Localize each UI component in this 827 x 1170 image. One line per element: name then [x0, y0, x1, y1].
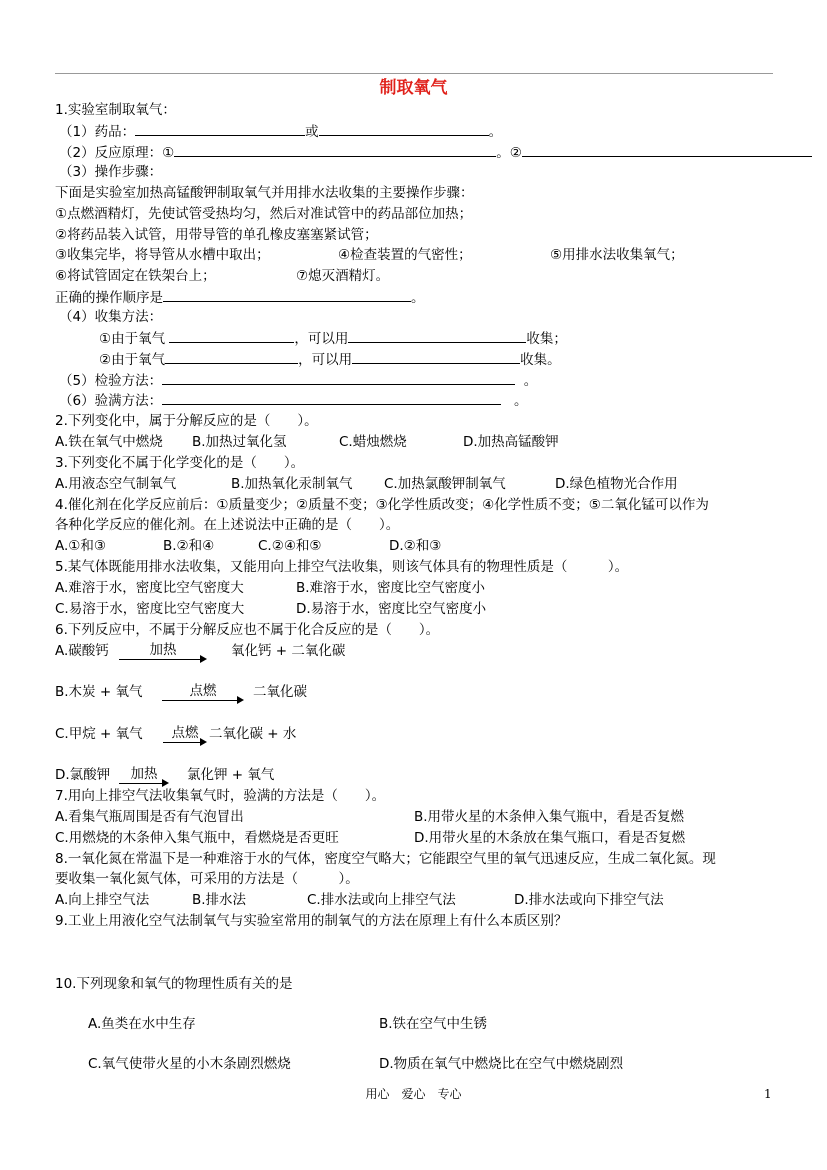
q8-stem-line-1: 8.一氧化氮在常温下是一种难溶于水的气体，密度空气略大；它能跟空气里的氧气迅速反应，生成二氧化氮。现	[55, 851, 716, 867]
q6-option-b-left[interactable]: B.木炭 + 氧气	[55, 684, 143, 700]
q7-option-c[interactable]: C.用燃烧的木条伸入集气瓶中，看燃烧是否更旺	[55, 830, 339, 846]
answer-blank[interactable]	[165, 350, 298, 364]
reaction-arrow	[119, 766, 169, 788]
q8-option-a[interactable]: A.向上排空气法	[55, 892, 150, 908]
arrow-head-icon	[200, 655, 207, 663]
reaction-condition: 加热	[149, 642, 177, 658]
collect-label: （4）收集方法：	[59, 309, 163, 325]
q1-steps-label: （3）操作步骤：	[59, 164, 163, 180]
q4-stem-line-1: 4.催化剂在化学反应前后：①质量变少；②质量不变；③化学性质改变；④化学性质不变；⑤二氧化锰可以作为	[55, 497, 709, 513]
reaction-condition: 点燃	[171, 725, 199, 741]
step-7: ⑦熄灭酒精灯。	[296, 268, 390, 284]
q8-option-d[interactable]: D.排水法或向下排空气法	[514, 892, 664, 908]
q7-option-d[interactable]: D.用带火星的木条放在集气瓶口，看是否复燃	[414, 830, 686, 846]
collect-2-label: ②由于氧气	[99, 352, 166, 368]
test-method-label: （5）检验方法：	[59, 373, 163, 389]
arrow-line	[163, 742, 201, 743]
collect-line-2	[99, 350, 561, 369]
q2-option-a[interactable]: A.铁在氧气中燃烧	[55, 434, 163, 450]
answer-blank[interactable]	[169, 329, 294, 343]
answer-blank[interactable]	[352, 350, 520, 364]
q3-option-d[interactable]: D.绿色植物光合作用	[555, 476, 678, 492]
reaction-arrow	[119, 642, 207, 664]
q4-option-d[interactable]: D.②和③	[389, 538, 442, 554]
q5-option-d[interactable]: D.易溶于水，密度比空气密度小	[296, 601, 487, 617]
q5-option-a[interactable]: A.难溶于水，密度比空气密度大	[55, 580, 244, 596]
q10-option-c[interactable]: C.氧气使带火星的小木条剧烈燃烧	[88, 1056, 291, 1072]
reaction-arrow	[162, 683, 244, 705]
step-1: ①点燃酒精灯，先使试管受热均匀，然后对准试管中的药品部位加热；	[55, 206, 473, 222]
period-text: 。	[513, 393, 528, 409]
header-rule	[55, 73, 773, 74]
q2-option-b[interactable]: B.加热过氧化氢	[192, 434, 287, 450]
q10-option-b[interactable]: B.铁在空气中生锈	[379, 1016, 488, 1032]
collect-2-mid: ，可以用	[298, 352, 353, 368]
q8-stem-line-2: 要收集一氧化氮气体，可采用的方法是（ ）。	[55, 871, 359, 887]
arrow-head-icon	[237, 696, 244, 704]
q7-option-b[interactable]: B.用带火星的木条伸入集气瓶中，看是否复燃	[414, 809, 685, 825]
collect-1-end: 收集；	[526, 331, 567, 347]
q10-stem: 10.下列现象和氧气的物理性质有关的是	[55, 976, 293, 992]
step-2: ②将药品装入试管，用带导管的单孔橡皮塞塞紧试管；	[55, 227, 378, 243]
period-text: 。	[488, 124, 503, 140]
reaction-condition: 加热	[130, 766, 158, 782]
full-method-line	[59, 391, 527, 410]
arrow-head-icon	[200, 738, 207, 746]
collect-1-label: ①由于氧气	[99, 331, 166, 347]
collect-line-1	[99, 329, 567, 348]
collect-2-end: 收集。	[520, 352, 561, 368]
arrow-line	[162, 700, 238, 701]
order-label: 正确的操作顺序是	[55, 290, 163, 306]
q1-principle-label: （2）反应原理：①	[59, 145, 175, 161]
step-4: ④检查装置的气密性；	[338, 247, 472, 263]
q3-option-b[interactable]: B.加热氧化汞制氧气	[231, 476, 353, 492]
q2-option-d[interactable]: D.加热高锰酸钾	[463, 434, 559, 450]
q6-option-d-right: 氯化钾 + 氧气	[187, 767, 275, 783]
answer-blank[interactable]	[162, 391, 501, 405]
answer-blank[interactable]	[522, 143, 812, 157]
q1-heading: 1.实验室制取氧气：	[55, 102, 176, 118]
answer-blank[interactable]	[135, 122, 305, 136]
answer-blank[interactable]	[162, 371, 515, 385]
q4-stem-line-2: 各种化学反应的催化剂。在上述说法中正确的是（ ）。	[55, 517, 400, 533]
step-5: ⑤用排水法收集氧气；	[550, 247, 684, 263]
or-text: 或	[305, 124, 319, 140]
q8-option-c[interactable]: C.排水法或向上排空气法	[307, 892, 456, 908]
q4-option-c[interactable]: C.②④和⑤	[258, 538, 322, 554]
q6-option-c-left[interactable]: C.甲烷 + 氧气	[55, 726, 143, 742]
test-method-line	[59, 371, 537, 390]
q3-option-c[interactable]: C.加热氯酸钾制氧气	[384, 476, 506, 492]
reaction-arrow	[163, 725, 207, 747]
q6-stem: 6.下列反应中，不属于分解反应也不属于化合反应的是（ ）。	[55, 622, 440, 638]
q8-option-b[interactable]: B.排水法	[192, 892, 247, 908]
period-text: 。	[523, 373, 538, 389]
step-6: ⑥将试管固定在铁架台上；	[55, 268, 216, 284]
q7-stem: 7.用向上排空气法收集氧气时，验满的方法是（ ）。	[55, 788, 386, 804]
q1-drugs-line	[59, 122, 502, 141]
arrow-head-icon	[162, 779, 169, 787]
q5-stem: 5.某气体既能用排水法收集，又能用向上排空气法收集，则该气体具有的物理性质是（ ）。	[55, 559, 629, 575]
q1-principle-line	[59, 143, 812, 162]
q6-option-d-left[interactable]: D.氯酸钾	[55, 767, 111, 783]
q1-drugs-label: （1）药品：	[59, 124, 136, 140]
page-footer: 用心 爱心 专心	[365, 1087, 462, 1101]
arrow-line	[119, 783, 163, 784]
q2-stem: 2.下列变化中，属于分解反应的是（ ）。	[55, 413, 318, 429]
q1-steps-intro: 下面是实验室加热高锰酸钾制取氧气并用排水法收集的主要操作步骤：	[55, 185, 474, 201]
q6-option-c-right: 二氧化碳 + 水	[209, 726, 297, 742]
q6-option-b-right: 二氧化碳	[253, 684, 307, 700]
order-line	[55, 288, 425, 307]
answer-blank[interactable]	[174, 143, 496, 157]
q7-option-a[interactable]: A.看集气瓶周围是否有气泡冒出	[55, 809, 244, 825]
full-method-label: （6）验满方法：	[59, 393, 163, 409]
period-text: 。	[411, 290, 425, 306]
q6-option-a-left[interactable]: A.碳酸钙	[55, 643, 109, 659]
q5-option-c[interactable]: C.易溶于水，密度比空气密度大	[55, 601, 245, 617]
principle-separator: 。②	[496, 145, 522, 161]
page-number: 1	[764, 1087, 772, 1101]
q4-option-b[interactable]: B.②和④	[163, 538, 215, 554]
collect-1-mid: ，可以用	[294, 331, 349, 347]
answer-blank[interactable]	[348, 329, 526, 343]
q3-option-a[interactable]: A.用液态空气制氧气	[55, 476, 177, 492]
q6-option-a-right: 氧化钙 + 二氧化碳	[231, 643, 346, 659]
answer-blank[interactable]	[319, 122, 489, 136]
arrow-line	[119, 659, 201, 660]
q10-option-d[interactable]: D.物质在氧气中燃烧比在空气中燃烧剧烈	[379, 1056, 624, 1072]
reaction-condition: 点燃	[189, 683, 217, 699]
q4-option-a[interactable]: A.①和③	[55, 538, 106, 554]
q3-stem: 3.下列变化不属于化学变化的是（ ）。	[55, 455, 305, 471]
q2-option-c[interactable]: C.蜡烛燃烧	[339, 434, 407, 450]
page-title: 制取氧气	[379, 78, 448, 98]
q10-option-a[interactable]: A.鱼类在水中生存	[88, 1016, 196, 1032]
step-3: ③收集完毕，将导管从水槽中取出；	[55, 247, 270, 263]
answer-blank[interactable]	[163, 288, 411, 302]
q9-stem: 9.工业上用液化空气法制氧气与实验室常用的制氧气的方法在原理上有什么本质区别？	[55, 913, 568, 929]
q5-option-b[interactable]: B.难溶于水，密度比空气密度小	[296, 580, 486, 596]
